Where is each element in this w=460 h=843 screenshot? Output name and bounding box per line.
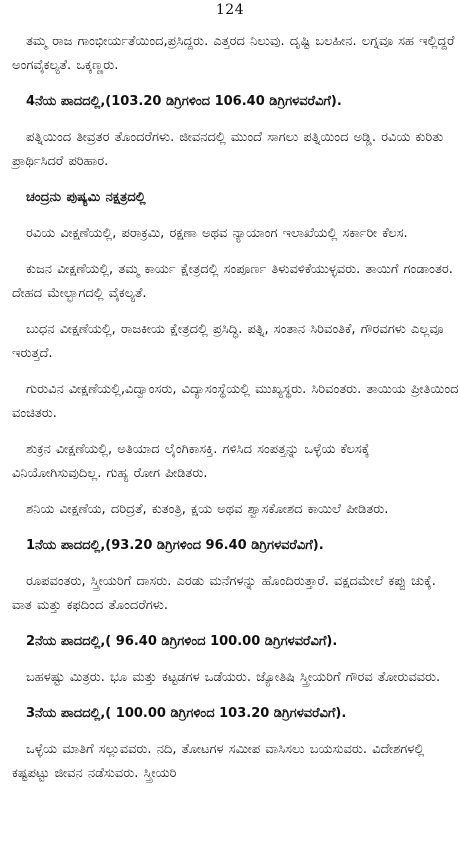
section-heading-pada-3: 3ನೆಯ ಪಾದದಲ್ಲಿ,( 100.00 ಡಿಗ್ರಿಗಳಿಂದ 103.20 ಡಿಗ್ರಿಗಳವರೆವಿಗೆ).: [26, 706, 347, 721]
section-heading-pada-1: 1ನೆಯ ಪಾದದಲ್ಲಿ,(93.20 ಡಿಗ್ರಿಗಳಿಂದ 96.40 ಡಿಗ್ರಿಗಳವರೆವಿಗೆ).: [26, 538, 324, 553]
subsection-heading: ಚಂದ್ರನು ಪುಷ್ಯಮಿ ನಕ್ಷತ್ರದಲ್ಲಿ: [26, 190, 146, 205]
paragraph: ಬಹಳಷ್ಟು ಮಿತ್ರರು. ಭೂ ಮತ್ತು ಕಟ್ಟಡಗಳ ಒಡೆಯರು. ಜ್ಯೋತಿಷಿ ಸ್ತ್ರೀಯರಿಗೆ ಗೌರವ ತೋರುವವರು.: [26, 670, 441, 685]
paragraph: ಒಳ್ಳೆಯ ಮಾತಿಗೆ ಸಲ್ಲುವವರು. ನದಿ, ತೋಟಗಳ ಸಮೀಪ ವಾಸಿಸಲು ಬಯಸುವರು. ವಿದೇಶಗಳಲ್ಲಿ ಕಷ್ಟಪಟ್ಟು ಜೀವನ ನಡೆಸುವರು. ಸ್ತ್ರೀಯರಿ: [12, 742, 425, 781]
paragraph: ಗುರುವಿನ ವೀಕ್ಷಣೆಯಲ್ಲಿ,ವಿದ್ವಾಂಸರು, ವಿದ್ಯಾಸಂಸ್ಥೆಯಲ್ಲಿ ಮುಖ್ಯಸ್ಥರು. ಸಿರಿವಂತರು. ತಾಯಿಯ ಪ್ರೀತಿಯಿಂದ ವಂಚಿತರು.: [12, 382, 459, 421]
paragraph: ತಮ್ಮ ರಾಜ ಗಾಂಭೀರ್ಯತೆಯಿಂದ,ಪ್ರಸಿದ್ದರು. ಎತ್ತರದ ನಿಲುವು. ದೃಷ್ಟಿ ಬಲಹೀನ. ಲಗ್ನವೂ ಸಹ ಇಲ್ಲಿದ್ದರೆ ಅಂಗವೈಕಲ್ಯತೆ. ಒಕ್ಕಣ್ಣರು.: [12, 34, 455, 73]
paragraph: ಪತ್ನಿಯಿಂದ ತೀವ್ರತರ ತೊಂದರೆಗಳು. ಜೀವನದಲ್ಲಿ ಮುಂದೆ ಸಾಗಲು ಪತ್ನಿಯಿಂದ ಅಡ್ಡಿ. ರವಿಯ ಕುರಿತು ಪ್ರಾರ್ಥಿಸಿದರೆ ಪರಿಹಾರ.: [12, 130, 444, 169]
paragraph: ರವಿಯ ವೀಕ್ಷಣೆಯಲ್ಲಿ, ಪರಾಕ್ರಮಿ, ರಕ್ಷಣಾ ಅಥವ ನ್ಯಾಯಾಂಗ ಇಲಾಖೆಯಲ್ಲಿ ಸರ್ಕಾರೀ ಕೆಲಸ.: [26, 226, 408, 241]
section-heading-pada-2: 2ನೆಯ ಪಾದದಲ್ಲಿ,( 96.40 ಡಿಗ್ರಿಗಳಿಂದ 100.00 ಡಿಗ್ರಿಗಳವರೆವಿಗೆ).: [26, 634, 338, 649]
paragraph: ಬುಧನ ವೀಕ್ಷಣೆಯಲ್ಲಿ, ರಾಜಕೀಯ ಕ್ಷೇತ್ರದಲ್ಲಿ ಪ್ರಸಿದ್ಧಿ. ಪತ್ನಿ, ಸಂತಾನ ಸಿರಿವಂತಿಕೆ, ಗೌರವಗಳು ಎಲ್ಲವೂ ಇರುತ್ತದೆ.: [12, 322, 444, 361]
section-heading-pada-4: 4ನೆಯ ಪಾದದಲ್ಲಿ,(103.20 ಡಿಗ್ರಿಗಳಿಂದ 106.40 ಡಿಗ್ರಿಗಳವರೆವಿಗೆ).: [26, 94, 342, 109]
paragraph: ಶನಿಯ ವೀಕ್ಷಣೆಯ, ದರಿದ್ರತೆ, ಕುತಂತ್ರಿ, ಕ್ಷಯ ಅಥವ ಶ್ವಾಸಕೋಶದ ಕಾಯಿಲೆ ಪೀಡಿತರು.: [26, 502, 389, 517]
page-number: 124: [215, 2, 245, 18]
paragraph: ಶುಕ್ರನ ವೀಕ್ಷಣೆಯಲ್ಲಿ, ಅತಿಯಾದ ಲೈಂಗಿಕಾಸಕ್ತಿ. ಗಳಿಸಿದ ಸಂಪತ್ತನ್ನು ಒಳ್ಳೆಯ ಕೆಲಸಕ್ಕೆ ವಿನಿಯೋಗಿಸುವುದಿಲ್ಲ. ಗುಹ್ಯ ರೋಗ ಪೀಡಿತರು.: [12, 442, 370, 481]
page-body: [12, 30, 460, 798]
paragraph: ರೂಪವಂತರು, ಸ್ತ್ರೀಯರಿಗೆ ದಾಸರು. ಎರಡು ಮನೆಗಳನ್ನು ಹೊಂದಿರುತ್ತಾರೆ. ವಕ್ಷದಮೇಲೆ ಕಪ್ಪು ಚುಕ್ಕೆ. ವಾತ ಮತ್ತು ಕಫದಿಂದ ತೊಂದರೆಗಳು.: [12, 574, 436, 613]
paragraph: ಕುಜನ ವೀಕ್ಷಣೆಯಲ್ಲಿ, ತಮ್ಮ ಕಾರ್ಯ ಕ್ಷೇತ್ರದಲ್ಲಿ ಸಂಪೂರ್ಣ ತಿಳುವಳಿಕೆಯುಳ್ಳವರು. ತಾಯಿಗೆ ಗಂಡಾಂತರ. ದೇಹದ ಮೇಲ್ಭಾಗದಲ್ಲಿ ವೈಕಲ್ಯತೆ.: [12, 262, 453, 301]
